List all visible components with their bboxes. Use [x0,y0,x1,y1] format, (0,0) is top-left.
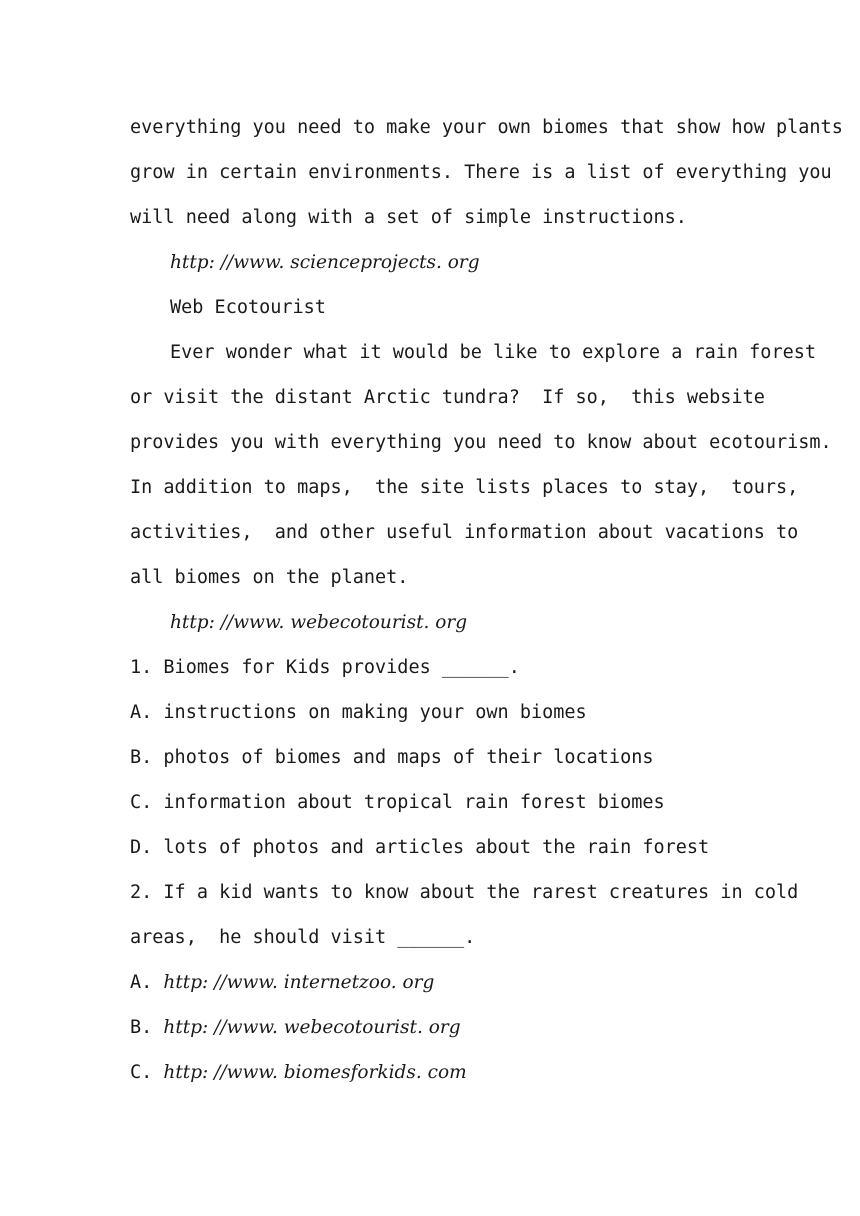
option-letter: B. [130,1017,164,1038]
ecotourist-line-4: In addition to maps, the site lists places to stay, tours, [130,477,799,498]
intro-line-1: everything you need to make your own biomes that show how plants [130,117,843,138]
question-2-option-c [130,1050,467,1095]
question-1-option-a: A. instructions on making your own biomes [130,702,587,723]
option-url: http: //www. biomesforkids. com [163,1062,467,1083]
option-letter: C. [130,1062,164,1083]
ecotourist-line-5: activities, and other useful information about vacations to [130,522,799,543]
question-2-option-b [130,1005,461,1050]
intro-line-2: grow in certain environments. There is a list of everything you [130,162,832,183]
option-url: http: //www. internetzoo. org [163,972,435,993]
url-webecotourist: http: //www. webecotourist. org [170,612,468,633]
ecotourist-line-1: Ever wonder what it would be like to explore a rain forest [170,342,817,363]
ecotourist-line-2: or visit the distant Arctic tundra? If so, this website [130,387,765,408]
question-2-stem-line-1: 2. If a kid wants to know about the rarest creatures in cold [130,882,799,903]
question-2-option-a [130,960,434,1005]
section-title: Web Ecotourist [170,297,326,318]
question-2-stem-line-2: areas, he should visit ______. [130,927,476,948]
question-1-stem: 1. Biomes for Kids provides ______. [130,657,520,678]
url-scienceprojects: http: //www. scienceprojects. org [170,252,480,273]
ecotourist-line-3: provides you with everything you need to know about ecotourism. [130,432,832,453]
ecotourist-line-6: all biomes on the planet. [130,567,409,588]
question-1-option-b: B. photos of biomes and maps of their locations [130,747,654,768]
intro-line-3: will need along with a set of simple instructions. [130,207,687,228]
question-1-option-d: D. lots of photos and articles about the rain forest [130,837,710,858]
option-url: http: //www. webecotourist. org [163,1017,461,1038]
question-1-option-c: C. information about tropical rain forest biomes [130,792,665,813]
option-letter: A. [130,972,164,993]
